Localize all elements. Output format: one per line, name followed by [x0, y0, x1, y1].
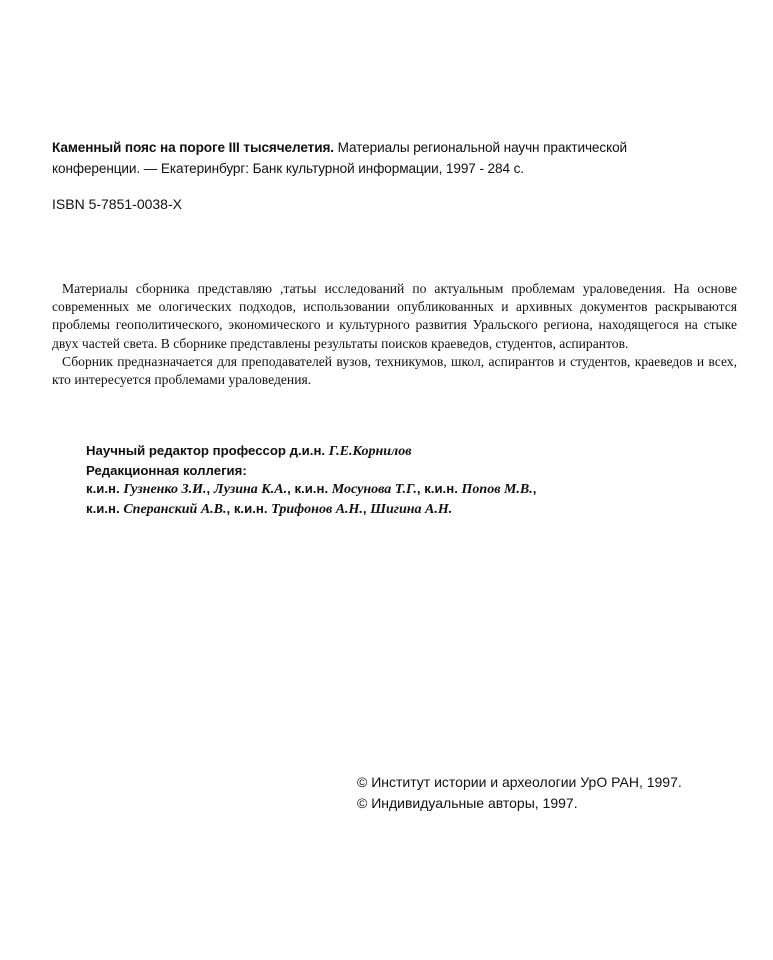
copyright-block	[357, 772, 757, 814]
editorial-credits	[86, 442, 736, 519]
editor-label: Научный редактор профессор д.и.н.	[86, 443, 329, 458]
member-degree: к.и.н.	[86, 481, 124, 496]
bibliographic-details-line1: Материалы региональной научн практической	[333, 140, 628, 155]
bibliographic-details-line2: конференции. — Екатеринбург: Банк культурной информации, 1997 - 284 с.	[52, 161, 524, 176]
board-member-name: Сперанский А.В.	[123, 501, 227, 517]
editor-name: Г.Е.Корнилов	[328, 444, 412, 459]
editorial-board-row-1	[86, 480, 736, 500]
abstract	[52, 280, 737, 389]
abstract-paragraph-2: Сборник предназначается для преподавателей вузов, техникумов, школ, аспирантов и студентов, краеведов и всех, кто интересуется проблемами ураловедения.	[52, 353, 737, 388]
editorial-board-row-2	[86, 500, 736, 520]
member-separator: ,	[362, 500, 371, 516]
member-degree: к.и.н.	[86, 500, 124, 516]
editorial-board-label: Редакционная коллегия:	[86, 462, 247, 478]
board-member-name: Трифонов А.Н.	[271, 501, 363, 517]
board-member-name: Мосунова Т.Г.	[331, 482, 417, 497]
scientific-editor	[86, 442, 736, 462]
member-separator: ,	[416, 481, 425, 496]
member-degree: к.и.н.	[424, 481, 462, 496]
copyright-authors: © Индивидуальные авторы, 1997.	[357, 795, 578, 811]
member-separator: ,	[226, 500, 234, 516]
member-degree: к.и.н.	[233, 500, 272, 516]
board-member-name: Гузненко З.И.	[123, 482, 207, 497]
copyright-institute: © Институт истории и археологии УрО РАН, 1997.	[357, 774, 682, 790]
member-degree: к.и.н.	[294, 481, 332, 496]
member-separator: ,	[287, 481, 295, 496]
abstract-paragraph-1: Материалы сборника представляю ,татьы исследований по актуальным проблемам ураловедения. На основе современных ме ологических подходов, использовании опубликованных и архивных документов раскрываются проблемы геополитического, экономического и культурного развития Уральского региона, находящегося на стыке двух частей света. В сборнике представлены результаты поисков краеведов, студентов, аспирантов.	[52, 281, 737, 351]
member-separator: ,	[206, 481, 214, 496]
board-member-name: Шигина А.Н.	[370, 501, 453, 517]
book-title: Каменный пояс на пороге III тысячелетия.	[52, 140, 334, 155]
isbn: ISBN 5-7851-0038-X	[52, 196, 182, 212]
board-member-name: Лузина К.А.	[213, 482, 288, 497]
board-member-name: Попов М.В.	[461, 482, 533, 497]
member-separator: ,	[532, 481, 537, 496]
bibliographic-record	[52, 137, 742, 179]
